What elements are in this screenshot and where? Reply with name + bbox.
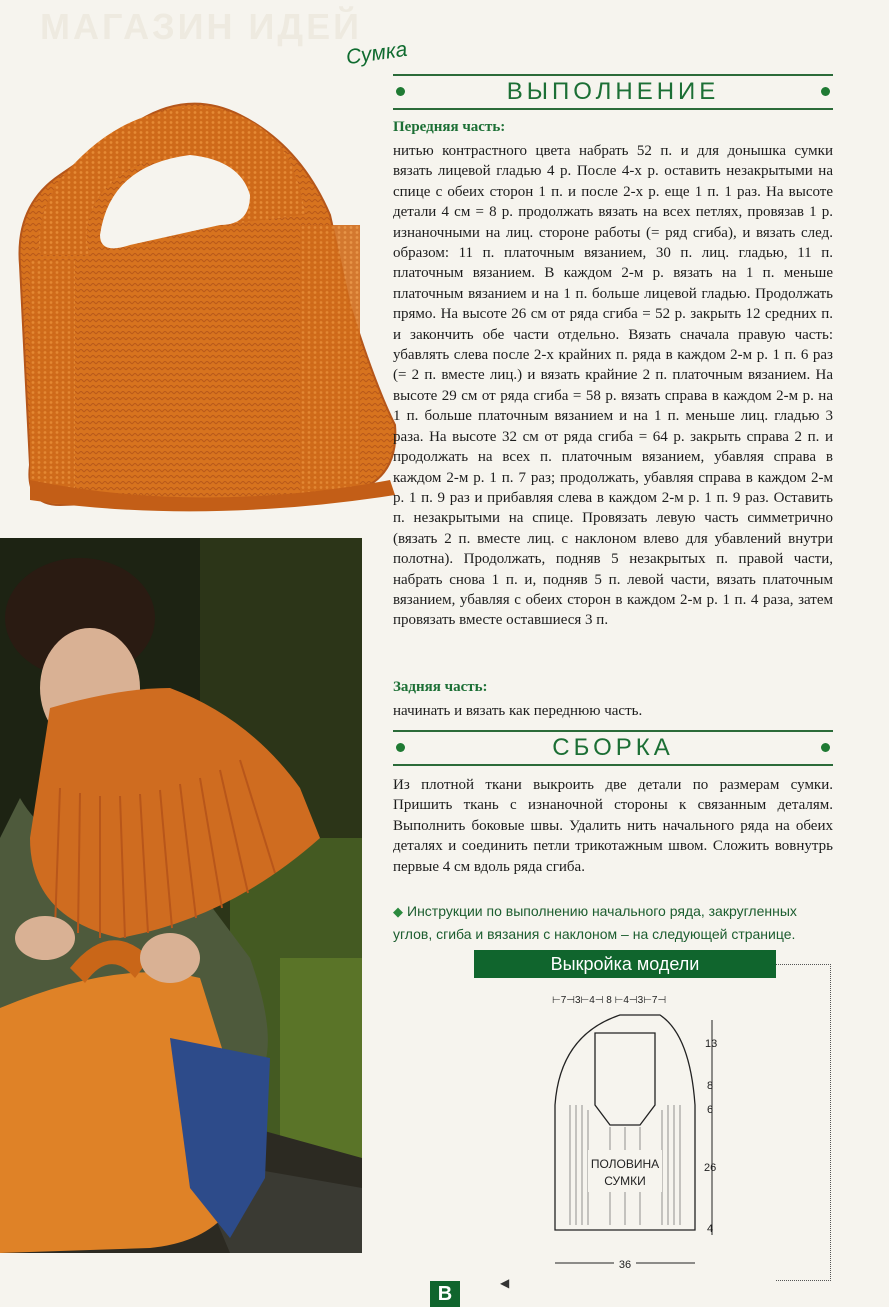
execution-title: ВЫПОЛНЕНИЕ [506,78,720,105]
bag-photo [0,85,400,515]
back-instructions: начинать и вязать как переднюю часть. [393,703,643,719]
note-text: Инструкции по выполнению начального ряда, закругленных углов, сгиба и вязания с наклоном – на следующей странице. [393,903,797,942]
bullet-dot [821,743,830,752]
height-dim-4: 4 [707,1223,714,1235]
height-dim-8: 8 [707,1080,714,1092]
front-heading: Передняя часть: [393,119,506,135]
top-dimensions: ⊢7⊣3⊢4⊣ 8 ⊢4⊣3⊢7⊣ [552,995,667,1006]
assembly-title: СБОРКА [552,734,674,761]
section-tag: Сумка [344,37,409,70]
schematic-label-2: СУМКИ [604,1174,646,1188]
width-dimension: 36 [618,1259,632,1271]
height-dim-13: 13 [705,1038,718,1050]
height-dim-6: 6 [707,1104,714,1116]
bullet-dot [821,87,830,96]
assembly-instructions: Из плотной ткани выкроить две детали по размерам сумки. Пришить ткань с изнаночной стороны к связанным деталям. Выполнить боковые швы. Удалить нить начального ряда на обеих деталях и соединить петли трикотажным швом. Сложить вовнутрь первые 4 см вдоль ряда сгиба. [393,777,833,875]
pattern-frame [776,964,831,1281]
front-instructions: нитью контрастного цвета набрать 52 п. и для донышка сумки вязать лицевой гладью 4 р. После 4-х р. оставить незакрытыми на спице с обеих сторон 1 п. и после 2-х р. еще 1 п. 1 раз. На высоте детали 4 см = 8 р. продолжать вязать на всех петлях, провязав 1 р. изнаночными на лиц. стороне работы (= ряд сгиба), и вязать след. образом: 11 п. платочным вязанием, 30 п. лиц. гладью, 11 п. платочным вязанием. В каждом 2-м р. вязать на 1 п. меньше платочным вязанием и на 1 п. больше лицевой гладью. Продолжать прямо. На высоте 26 см от ряда сгиба = 52 р. закрыть 12 средних п. и закончить обе части отдельно. Вязать сначала правую часть: убавлять слева после 2-х крайних п. ряда в каждом 2-м р. 1 п. 6 раз (= 2 п. вместе лиц.) и вязать крайние 2 п. платочным вязанием. На высоте 29 см от ряда сгиба = 58 р. вязать справа в каждом 2-м р. на 1 п. больше платочным вязанием и на 1 п. меньше лиц. гладью 3 раза. На высоте 32 см от ряда сгиба = 64 р. закрыть справа 2 п. и продолжать на всех п. платочным вязанием, убавляя справа в каждом 2-м р. 1 п. 7 раз; продолжать, убавляя справа в каждом 2-м р. 1 п. 9 раз и прибавляя слева в каждом 2-м р. 1 п. 9 раз. Оставить п. незакрытыми на спице. Провязать левую часть симметрично (вязать 2 п. вместе лиц. с наклоном влево для убавлений внутри полотна). Продолжать, подняв 5 незакрытых п. правой части, набрать снова 1 п. и, подняв 5 п. левой части, вязать платочным вязанием, убавляя с обеих сторон в каждом 2-м р. 1 п. 4 раза, затем провязать вместе оставшиеся 3 п. [393,143,833,629]
schematic-label-1: ПОЛОВИНА [590,1157,660,1171]
arrow-icon: ◀ [500,1276,510,1290]
page-number: В [430,1281,460,1307]
back-heading: Задняя часть: [393,679,488,695]
pattern-banner: Выкройка модели [474,950,776,978]
diamond-bullet-icon: ◆ [393,904,403,919]
model-photo [0,538,362,1253]
pattern-schematic [540,985,740,1275]
faded-header: МАГАЗИН ИДЕЙ [40,6,362,47]
height-dim-26: 26 [704,1162,717,1174]
next-page-note [393,900,838,946]
assembly-section-bar [393,730,833,766]
execution-section-bar [393,74,833,110]
